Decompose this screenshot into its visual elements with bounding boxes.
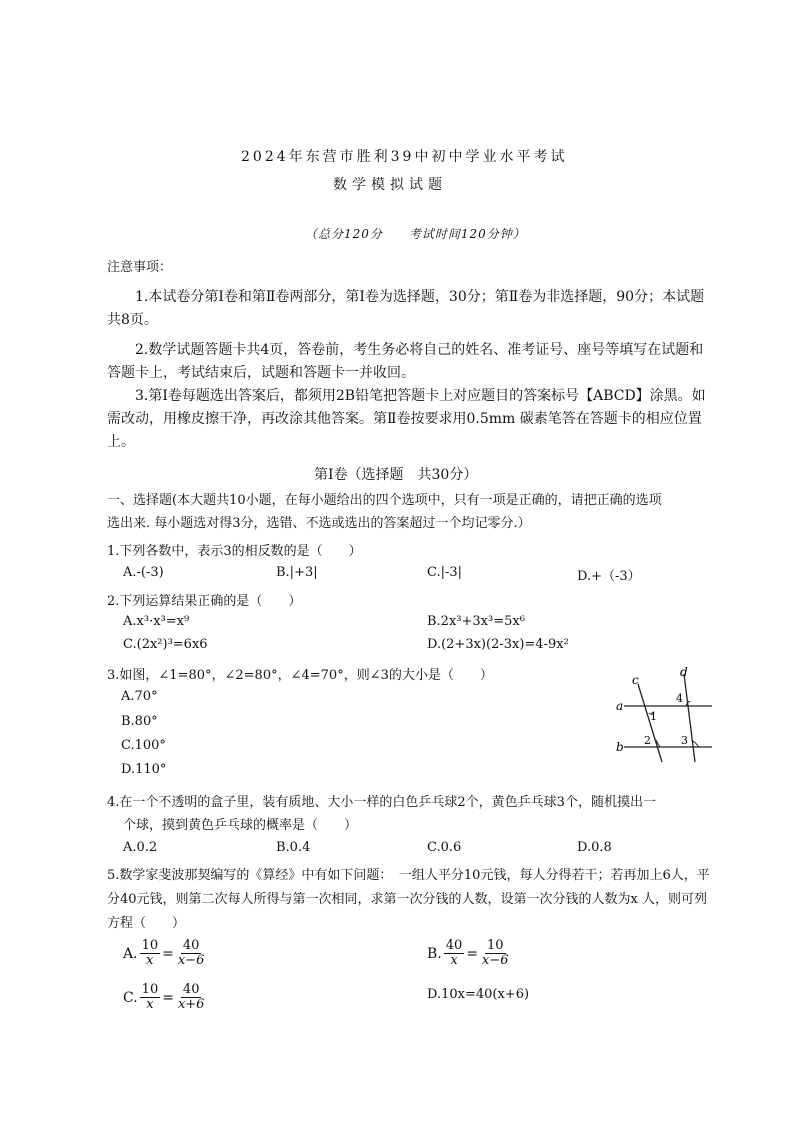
q2-stem: 2.下列运算结果正确的是（ ） xyxy=(107,594,302,609)
q5-a-den1: x xyxy=(146,953,154,968)
q5-stem: 5.数学家斐波那契编写的《算经》中有如下问题： 一组人平分10元钱，每人分得若干；若再加上6人，平分40元钱，则第二次每人所得与第一次相同，求第一次分钱的人数，设第一次分钱的人数为x 人，则可列方程（ ） xyxy=(107,868,710,931)
q5-b-label: B. xyxy=(427,945,442,962)
q5-c-den2: x+6 xyxy=(177,997,205,1012)
label-3: 3 xyxy=(681,734,688,747)
q1-option-a: A.-(-3) xyxy=(123,565,164,580)
q5-option-a xyxy=(123,939,208,968)
label-a: a xyxy=(616,699,624,713)
q1-option-d: D.+（-3） xyxy=(577,569,641,584)
q4-option-a: A.0.2 xyxy=(123,840,158,855)
q2-option-c: C.(2x²)³=6x6 xyxy=(123,637,208,652)
q5-b-den1: x xyxy=(450,953,458,968)
q5-option-d: D.10x=40(x+6) xyxy=(427,987,530,1002)
label-1: 1 xyxy=(650,710,657,723)
q1-option-c: C.|-3| xyxy=(427,565,463,580)
q4-stem-line1: 4.在一个不透明的盒子里，装有质地、大小一样的白色乒乓球2个，黄色乒乓球3个，随机摸出一 xyxy=(107,795,656,810)
q5-c-num2: 40 xyxy=(182,982,200,997)
label-b: b xyxy=(616,740,624,754)
q3-figure xyxy=(614,664,718,764)
q5-b-den2: x−6 xyxy=(482,953,509,968)
section-intro-line2: 选出来. 每小题选对得3分，选错、不选或选出的答案超过一个均记零分.） xyxy=(107,516,531,531)
label-2: 2 xyxy=(644,734,651,747)
q3-option-d: D.110° xyxy=(121,762,167,777)
q3-stem: 3.如图，∠1=80°，∠2=80°，∠4=70°，则∠3的大小是（ ） xyxy=(107,668,493,683)
q2-option-b: B.2x³+3x³=5x⁶ xyxy=(427,614,525,629)
exam-title: 2024年东营市胜利39中初中学业水平考试 xyxy=(241,149,568,165)
q3-option-b: B.80° xyxy=(121,714,158,729)
q5-a-den2: x−6 xyxy=(177,953,205,968)
q5-b-num1: 40 xyxy=(445,938,463,953)
label-d: d xyxy=(680,665,688,679)
exam-note: （总分120分 考试时间120分钟） xyxy=(305,227,526,241)
q5-b-eq: = xyxy=(466,945,479,962)
q5-c-num1: 10 xyxy=(141,982,159,997)
q5-a-label: A. xyxy=(123,945,138,962)
instruction-item-3: 3.第Ⅰ卷每题选出答案后，都须用2B铅笔把答题卡上对应题目的答案标号【ABCD】涂黑。如需改动，用橡皮擦干净，再改涂其他答案。第Ⅱ卷按要求用0.5mm 碳素笔答在答题卡的相应位置上。 xyxy=(107,388,706,450)
section-intro-line1: 一、选择题(本大题共10小题，在每小题给出的四个选项中，只有一项是正确的，请把正确的选项 xyxy=(107,493,662,508)
q1-option-b: B.|+3| xyxy=(276,565,318,580)
q1-stem: 1.下列各数中，表示3的相反数的是（ ） xyxy=(107,544,362,559)
q5-option-b xyxy=(427,939,513,968)
q5-a-eq: = xyxy=(162,945,174,962)
instruction-item-1: 1.本试卷分第Ⅰ卷和第Ⅱ卷两部分，第Ⅰ卷为选择题，30分；第Ⅱ卷为非选择题，90分；本试题共8页。 xyxy=(107,289,705,328)
label-c: c xyxy=(632,673,639,687)
instruction-item-2: 2.数学试题答题卡共4页，答卷前，考生务必将自己的姓名、准考证号、座号等填写在试题和答题卡上，考试结束后，试题和答题卡一并收回。 xyxy=(107,342,704,381)
q5-option-c xyxy=(123,983,208,1012)
q3-option-c: C.100° xyxy=(121,738,166,753)
q3-option-a: A.70° xyxy=(121,689,158,704)
line-d xyxy=(684,674,695,762)
q5-c-den1: x xyxy=(146,997,154,1012)
line-c xyxy=(638,684,662,762)
q5-c-label: C. xyxy=(123,989,138,1006)
section-title: 第Ⅰ卷（选择题 共30分） xyxy=(314,467,478,483)
q4-option-b: B.0.4 xyxy=(276,840,311,855)
q2-option-d: D.(2+3x)(2-3x)=4-9x² xyxy=(427,637,569,652)
q2-option-a: A.x³·x³=x⁹ xyxy=(123,614,190,629)
instructions-heading: 注意事项： xyxy=(107,260,173,275)
label-4: 4 xyxy=(676,692,683,705)
q4-option-d: D.0.8 xyxy=(577,840,612,855)
exam-subtitle: 数学模拟试题 xyxy=(333,177,447,193)
q5-b-num2: 10 xyxy=(487,938,504,953)
q5-a-num2: 40 xyxy=(182,938,200,953)
q5-c-eq: = xyxy=(162,989,174,1006)
q5-a-num1: 10 xyxy=(141,938,159,953)
q4-stem-line2: 个球，摸到黄色乒乓球的概率是（ ） xyxy=(123,818,358,833)
q4-option-c: C.0.6 xyxy=(427,840,462,855)
